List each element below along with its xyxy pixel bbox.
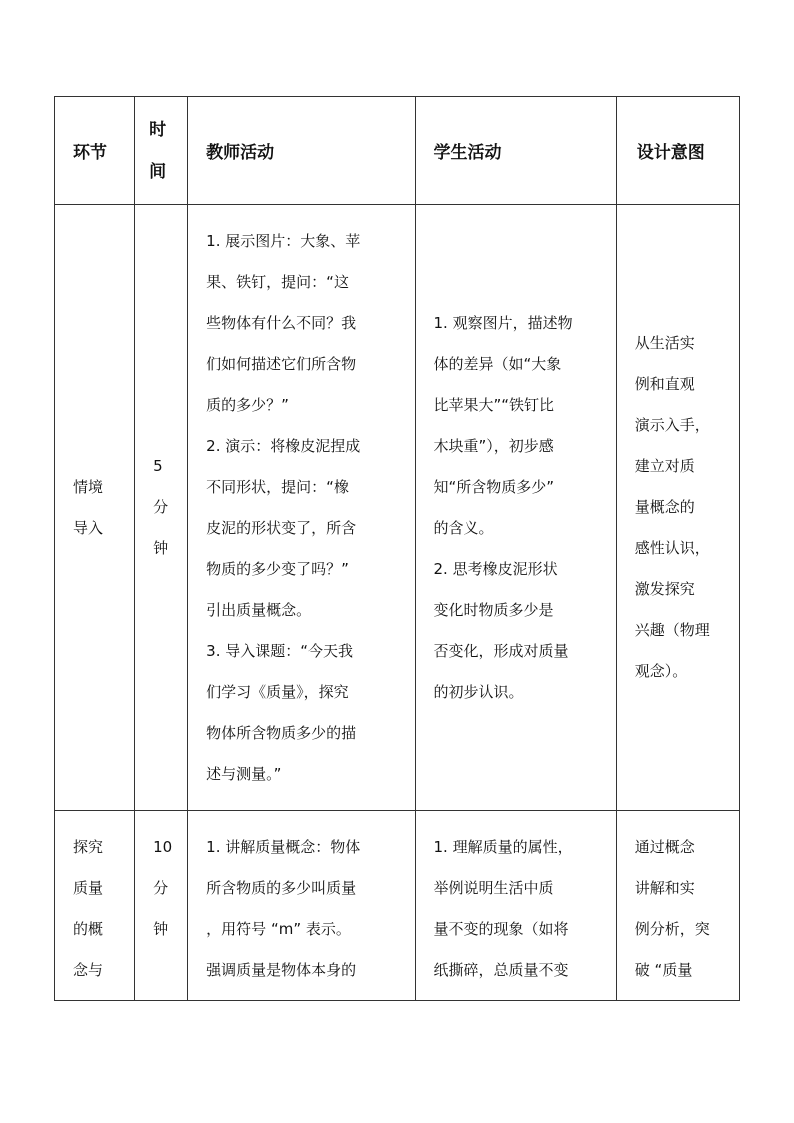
cell-text-line: 述与测量。” bbox=[206, 764, 282, 783]
table-row bbox=[55, 205, 740, 811]
cell-text-line: 皮泥的形状变了，所含 bbox=[206, 518, 357, 537]
cell-text-line: 们学习《质量》，探究 bbox=[206, 682, 349, 701]
header-intent: 设计意图 bbox=[616, 97, 739, 205]
header-teacher: 教师活动 bbox=[188, 97, 415, 205]
cell-text-line: 木块重”），初步感 bbox=[433, 436, 554, 455]
student-activity-cell bbox=[415, 811, 616, 1001]
cell-text-line: 1. 讲解质量概念：物体 bbox=[206, 838, 361, 856]
cell-text-line: 2. 演示：将橡皮泥捏成 bbox=[206, 436, 361, 455]
cell-text-line: 物体所含物质多少的描 bbox=[206, 723, 357, 742]
cell-text-line: 1. 观察图片，描述物 bbox=[433, 313, 573, 332]
table-row bbox=[55, 811, 740, 1001]
cell-text-line: 钟 bbox=[153, 539, 169, 557]
cell-text-line: 演示入手， bbox=[634, 416, 710, 434]
cell-text-line: 5 bbox=[153, 457, 163, 475]
cell-text-line: 量不变的现象（如将 bbox=[433, 920, 569, 938]
cell-text-line: 质的多少？” bbox=[206, 395, 289, 414]
cell-text-line: 引出质量概念。 bbox=[206, 600, 312, 619]
cell-text-line: 知“所含物质多少” bbox=[433, 477, 555, 496]
teacher-activity-cell bbox=[188, 811, 415, 1001]
design-intent-cell bbox=[616, 205, 739, 811]
cell-text-line: 质量 bbox=[73, 879, 104, 897]
cell-text-line: 观念）。 bbox=[634, 662, 688, 680]
header-time-line: 时 bbox=[149, 119, 167, 140]
cell-text-line: 些物体有什么不同？我 bbox=[206, 313, 357, 332]
cell-text-line: 讲解和实 bbox=[634, 879, 695, 897]
cell-text-line: 所含物质的多少叫质量 bbox=[206, 879, 357, 897]
cell-text-line: 钟 bbox=[153, 920, 169, 938]
cell-text-line: 10 bbox=[153, 838, 173, 856]
cell-text-line: 通过概念 bbox=[634, 838, 695, 856]
student-activity-cell bbox=[415, 205, 616, 811]
cell-text-line: 念与 bbox=[73, 961, 104, 979]
header-time bbox=[135, 97, 188, 205]
cell-text-line: 纸撕碎，总质量不变 bbox=[433, 961, 569, 979]
cell-text-line: 感性认识， bbox=[634, 539, 710, 557]
header-stage: 环节 bbox=[55, 97, 135, 205]
cell-text-line: 2. 思考橡皮泥形状 bbox=[433, 559, 558, 578]
time-cell bbox=[135, 811, 188, 1001]
cell-text-line: ，用符号 “m” 表示。 bbox=[206, 920, 351, 938]
cell-text-line: 从生活实 bbox=[634, 334, 695, 352]
cell-text-line: 强调质量是物体本身的 bbox=[206, 961, 357, 979]
cell-text-line: 激发探究 bbox=[634, 580, 695, 598]
header-time-line: 间 bbox=[149, 161, 167, 182]
cell-text-line: 比苹果大”“铁钉比 bbox=[433, 395, 555, 414]
cell-text-line: 变化时物质多少是 bbox=[433, 600, 554, 619]
cell-text-line: 破 “质量 bbox=[634, 961, 693, 979]
cell-text-line: 分 bbox=[153, 879, 169, 897]
cell-text-line: 不同形状，提问：“橡 bbox=[206, 477, 349, 496]
cell-text-line: 否变化，形成对质量 bbox=[433, 641, 569, 660]
cell-text-line: 们如何描述它们所含物 bbox=[206, 354, 357, 373]
stage-cell bbox=[55, 811, 135, 1001]
cell-text-line: 的含义。 bbox=[433, 518, 494, 537]
design-intent-cell bbox=[616, 811, 739, 1001]
cell-text-line: 3. 导入课题：“今天我 bbox=[206, 641, 354, 660]
cell-text-line: 分 bbox=[153, 498, 169, 516]
cell-text-line: 1. 理解质量的属性， bbox=[433, 838, 573, 856]
cell-text-line: 1. 展示图片：大象、苹 bbox=[206, 231, 361, 250]
cell-text-line: 例分析，突 bbox=[634, 920, 710, 938]
cell-text-line: 举例说明生活中质 bbox=[433, 879, 554, 897]
stage-cell bbox=[55, 205, 135, 811]
cell-text-line: 果、铁钉，提问：“这 bbox=[206, 272, 349, 291]
cell-text-line: 导入 bbox=[73, 518, 104, 537]
cell-text-line: 的概 bbox=[73, 920, 104, 938]
time-cell bbox=[135, 205, 188, 811]
cell-text-line: 兴趣（物理 bbox=[634, 621, 710, 639]
cell-text-line: 建立对质 bbox=[634, 457, 695, 475]
cell-text-line: 体的差异（如“大象 bbox=[433, 354, 562, 373]
cell-text-line: 情境 bbox=[73, 477, 104, 496]
cell-text-line: 探究 bbox=[73, 838, 104, 856]
cell-text-line: 例和直观 bbox=[634, 375, 695, 393]
lesson-plan-table bbox=[54, 96, 740, 1001]
cell-text-line: 量概念的 bbox=[634, 498, 695, 516]
header-student: 学生活动 bbox=[415, 97, 616, 205]
cell-text-line: 的初步认识。 bbox=[433, 682, 524, 701]
teacher-activity-cell bbox=[188, 205, 415, 811]
header-row bbox=[55, 97, 740, 205]
cell-text-line: 物质的多少变了吗？” bbox=[206, 559, 349, 578]
